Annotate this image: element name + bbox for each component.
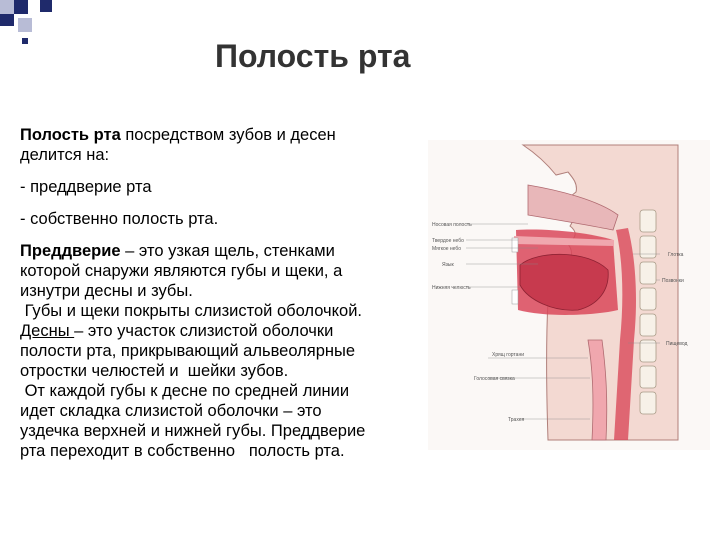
label-larynx-cartilage: Хрящ гортани (492, 352, 525, 358)
para4-line-1: От каждой губы к десне по средней линии (20, 382, 350, 400)
label-pharynx: Глотка (668, 252, 684, 258)
label-nasal-cavity: Носовая полость (432, 222, 472, 228)
para4-line-4: рта переходит в собственно полость рта. (20, 442, 345, 460)
para2-line-1: Губы и щеки покрыты слизистой оболочкой. (20, 302, 363, 320)
gums-term: Десны (20, 322, 75, 340)
label-hard-palate: Твердое небо (432, 238, 464, 244)
decor-square-5 (18, 18, 32, 32)
intro-line-2: делится на: (20, 146, 110, 164)
oral-cavity-diagram (428, 140, 710, 450)
label-vertebrae: Позвонки (662, 278, 684, 284)
para3-line-2: полости рта, прикрывающий альвеолярные (20, 342, 356, 360)
para3-line-1: Десны – это участок слизистой оболочки (20, 322, 334, 340)
label-vocal-cord: Голосовая связка (474, 376, 515, 382)
intro-rest: посредством зубов и десен (120, 126, 336, 144)
decor-square-2 (14, 0, 28, 14)
decor-square-3 (40, 0, 52, 12)
intro-line-1 (20, 125, 410, 145)
decor-square-4 (0, 14, 14, 26)
decor-square-6 (22, 38, 28, 44)
intro-term: Полость рта (20, 126, 121, 144)
label-trachea: Трахея (508, 417, 525, 423)
para1-line-3: изнутри десны и зубы. (20, 282, 193, 300)
para4-line-2: идет складка слизистой оболочки – это (20, 402, 322, 420)
label-soft-palate: Мягкое небо (432, 246, 462, 252)
list-item-oral-cavity: - собственно полость рта. (20, 210, 219, 228)
oral-cavity-illustration (428, 140, 710, 450)
slide-body (20, 125, 410, 461)
vestibule-term: Преддверие (20, 242, 121, 260)
para3-line-3: отростки челюстей и шейки зубов. (20, 362, 289, 380)
list-item-vestibule: - преддверие рта (20, 178, 152, 196)
para4-line-3: уздечка верхней и нижней губы. Преддверие (20, 422, 366, 440)
slide-title: Полость рта (215, 38, 411, 74)
para1-line-1: Преддверие – это узкая щель, стенками (20, 242, 335, 260)
label-tongue: Язык (442, 262, 454, 268)
para1-line-2: которой снаружи являются губы и щеки, а (20, 262, 343, 280)
label-mandible: Нижняя челюсть (432, 285, 471, 291)
label-esophagus: Пищевод (666, 341, 688, 347)
decor-square-1 (0, 0, 14, 14)
